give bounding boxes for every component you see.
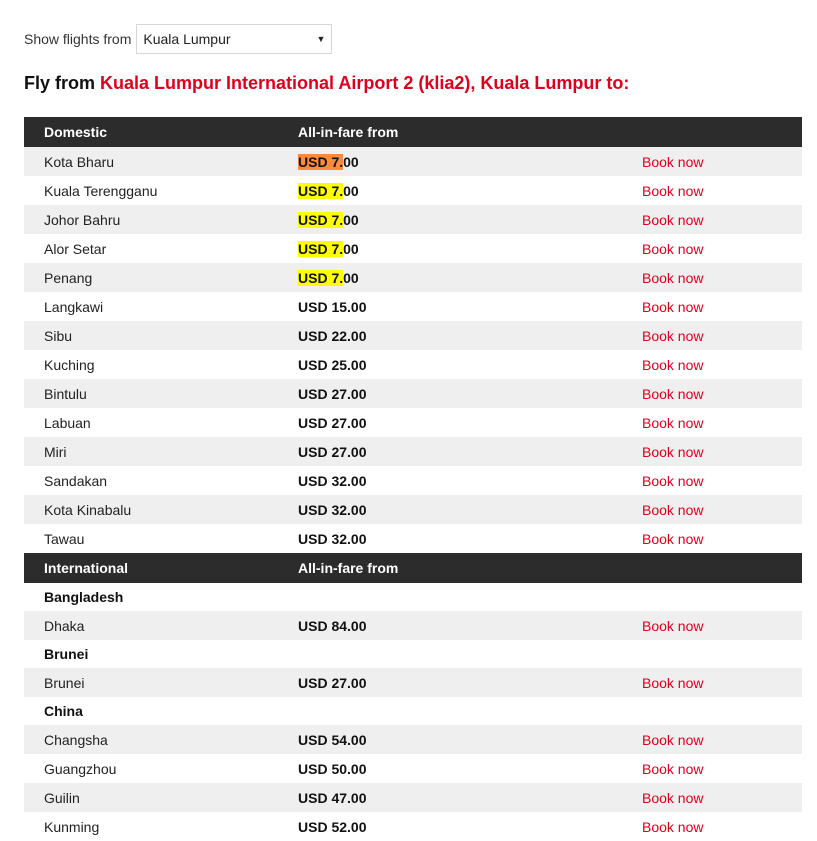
country-label: Brunei [24, 640, 802, 668]
table-row [24, 754, 802, 783]
fare-rest: 00 [343, 211, 359, 228]
table-row [24, 263, 802, 292]
fare-rest: 00 [343, 269, 359, 286]
table-row [24, 176, 802, 205]
destination-city: Dhaka [44, 617, 85, 634]
international-header-col1: International [44, 560, 129, 576]
fare-price: USD 25.00 [298, 356, 367, 373]
origin-select[interactable] [136, 24, 332, 54]
origin-filter [24, 24, 332, 54]
book-now-link[interactable]: Book now [642, 818, 704, 835]
fares-table [24, 117, 802, 841]
fare-price: USD 27.00 [298, 385, 367, 402]
fare-price: USD 84.00 [298, 617, 367, 634]
book-now-link[interactable]: Book now [642, 327, 704, 344]
book-now-link[interactable]: Book now [642, 211, 704, 228]
destination-city: Kota Bharu [44, 153, 115, 170]
book-now-link[interactable]: Book now [642, 472, 704, 489]
international-rows [24, 583, 802, 841]
fare-price: USD 32.00 [298, 472, 367, 489]
table-row [24, 437, 802, 466]
domestic-header-col1: Domestic [44, 124, 108, 140]
table-row [24, 234, 802, 263]
fare-price: USD 27.00 [298, 443, 367, 460]
fare-price [298, 212, 642, 228]
book-now-link[interactable]: Book now [642, 153, 704, 170]
fare-price: USD 54.00 [298, 731, 367, 748]
fare-highlight: USD 7. [298, 240, 344, 257]
destination-city: Miri [44, 443, 67, 460]
table-row [24, 466, 802, 495]
fare-price: USD 22.00 [298, 327, 367, 344]
destination-city: Kota Kinabalu [44, 501, 132, 518]
country-label: Bangladesh [24, 583, 802, 611]
destination-city: Labuan [44, 414, 91, 431]
fare-price [298, 154, 642, 170]
book-now-link[interactable]: Book now [642, 414, 704, 431]
title-origin: Kuala Lumpur International Airport 2 (klia2), Kuala Lumpur to: [100, 73, 630, 93]
fare-highlight: USD 7. [298, 153, 344, 170]
origin-select-value: Kuala Lumpur [143, 31, 231, 47]
book-now-link[interactable]: Book now [642, 443, 704, 460]
fare-highlight: USD 7. [298, 269, 344, 286]
domestic-header-col2: All-in-fare from [298, 124, 399, 140]
table-row [24, 524, 802, 553]
table-row [24, 783, 802, 812]
book-now-link[interactable]: Book now [642, 385, 704, 402]
fare-rest: 00 [343, 153, 359, 170]
fare-price: USD 15.00 [298, 298, 367, 315]
fare-price: USD 32.00 [298, 530, 367, 547]
fare-highlight: USD 7. [298, 211, 344, 228]
table-row [24, 350, 802, 379]
book-now-link[interactable]: Book now [642, 530, 704, 547]
destination-city: Tawau [44, 530, 85, 547]
fare-price: USD 27.00 [298, 674, 367, 691]
table-row [24, 611, 802, 640]
destination-city: Bintulu [44, 385, 87, 402]
table-row [24, 668, 802, 697]
table-row [24, 292, 802, 321]
fare-price: USD 27.00 [298, 414, 367, 431]
destination-city: Kuala Terengganu [44, 182, 158, 199]
table-row [24, 812, 802, 841]
destination-city: Guangzhou [44, 760, 117, 777]
international-header [24, 553, 802, 583]
book-now-link[interactable]: Book now [642, 240, 704, 257]
destination-city: Alor Setar [44, 240, 107, 257]
book-now-link[interactable]: Book now [642, 731, 704, 748]
table-row [24, 379, 802, 408]
fare-price [298, 241, 642, 257]
destination-city: Kunming [44, 818, 100, 835]
destination-city: Sibu [44, 327, 73, 344]
table-row [24, 205, 802, 234]
fare-price: USD 32.00 [298, 501, 367, 518]
fare-price [298, 183, 642, 199]
fare-price: USD 47.00 [298, 789, 367, 806]
book-now-link[interactable]: Book now [642, 760, 704, 777]
book-now-link[interactable]: Book now [642, 298, 704, 315]
page-title [24, 73, 629, 94]
destination-city: Sandakan [44, 472, 108, 489]
book-now-link[interactable]: Book now [642, 789, 704, 806]
table-row [24, 408, 802, 437]
chevron-down-icon: ▼ [316, 34, 326, 44]
book-now-link[interactable]: Book now [642, 501, 704, 518]
book-now-link[interactable]: Book now [642, 269, 704, 286]
table-row [24, 495, 802, 524]
domestic-header [24, 117, 802, 147]
domestic-rows [24, 147, 802, 553]
book-now-link[interactable]: Book now [642, 617, 704, 634]
destination-city: Brunei [44, 674, 85, 691]
destination-city: Changsha [44, 731, 108, 748]
filter-label: Show flights from [24, 31, 132, 47]
table-row [24, 725, 802, 754]
fare-rest: 00 [343, 240, 359, 257]
fare-highlight: USD 7. [298, 182, 344, 199]
book-now-link[interactable]: Book now [642, 182, 704, 199]
destination-city: Kuching [44, 356, 95, 373]
fare-price: USD 50.00 [298, 760, 367, 777]
international-header-col2: All-in-fare from [298, 560, 399, 576]
table-row [24, 321, 802, 350]
country-label: China [24, 697, 802, 725]
destination-city: Johor Bahru [44, 211, 121, 228]
fare-price [298, 270, 642, 286]
book-now-link[interactable]: Book now [642, 674, 704, 691]
fare-rest: 00 [343, 182, 359, 199]
destination-city: Penang [44, 269, 93, 286]
book-now-link[interactable]: Book now [642, 356, 704, 373]
title-prefix: Fly from [24, 73, 101, 93]
destination-city: Langkawi [44, 298, 104, 315]
table-row [24, 147, 802, 176]
fare-price: USD 52.00 [298, 818, 367, 835]
destination-city: Guilin [44, 789, 80, 806]
